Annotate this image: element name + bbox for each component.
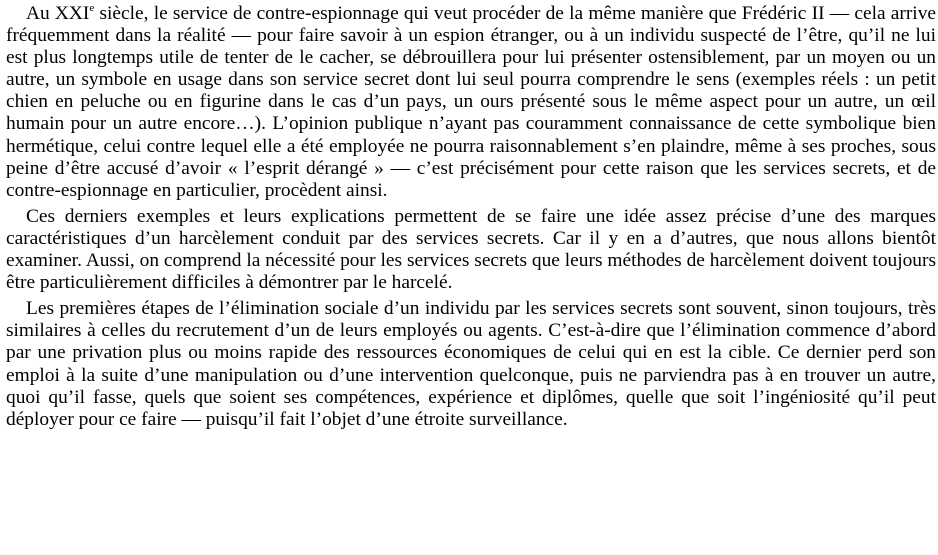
paragraph-1 (6, 0, 936, 202)
paragraph-1-lead: Au XXI (26, 3, 90, 24)
paragraph-3: Les premières étapes de l’élimination sociale d’un individu par les services secrets sont souvent, sinon toujours, très similaires à celles du recrutement d’un de leurs employés ou agents. C’est-à-dire que l’élimination commence d’abord par une privation plus ou moins rapide des ressources économiques de celui qui en est la cible. Ce dernier perd son emploi à la suite d’une manipulation ou d’une intervention quelconque, puis ne parviendra pas à en trouver un autre, quoi qu’il fasse, quels que soient ses compétences, expérience et diplômes, quelle que soit l’ingéniosité qu’il peut déployer pour ce faire — puisqu’il fait l’objet d’une étroite surveillance. (6, 298, 936, 430)
paragraph-1-text: siècle, le service de contre-espionnage qui veut procéder de la même manière que Frédéric II — cela arrive fréquemment dans la réalité — pour faire savoir à un espion étranger, ou à un individu suspecté de l’être, qu’il ne lui est plus longtemps utile de tenter de le cacher, se débrouillera pour lui présenter ostensiblement, par un moyen ou un autre, un symbole en usage dans son service secret dont lui seul pourra comprendre le sens (exemples réels : un petit chien en peluche ou en figurine dans le cas d’un pays, un ours présenté sous le même aspect pour un autre, un œil humain pour un autre encore…). L’opinion publique n’ayant pas couramment connaissance de cette symbolique bien hermétique, celui contre lequel elle a été employée ne pourra raisonnablement s’en plaindre, même à ses proches, sous peine d’être accusé d’avoir « l’esprit dérangé » — c’est précisément pour cette raison que les services secrets, et de contre-espionnage en particulier, procèdent ainsi. (6, 3, 936, 201)
century-superscript: e (89, 1, 95, 14)
paragraph-2: Ces derniers exemples et leurs explications permettent de se faire une idée assez précise d’une des marques caractéristiques d’un harcèlement conduit par des services secrets. Car il y en a d’autres, que nous allons bientôt examiner. Aussi, on comprend la nécessité pour les services secrets que leurs méthodes de harcèlement doivent toujours être particulièrement difficiles à démontrer par le harcelé. (6, 205, 936, 294)
document-page (6, 0, 936, 555)
